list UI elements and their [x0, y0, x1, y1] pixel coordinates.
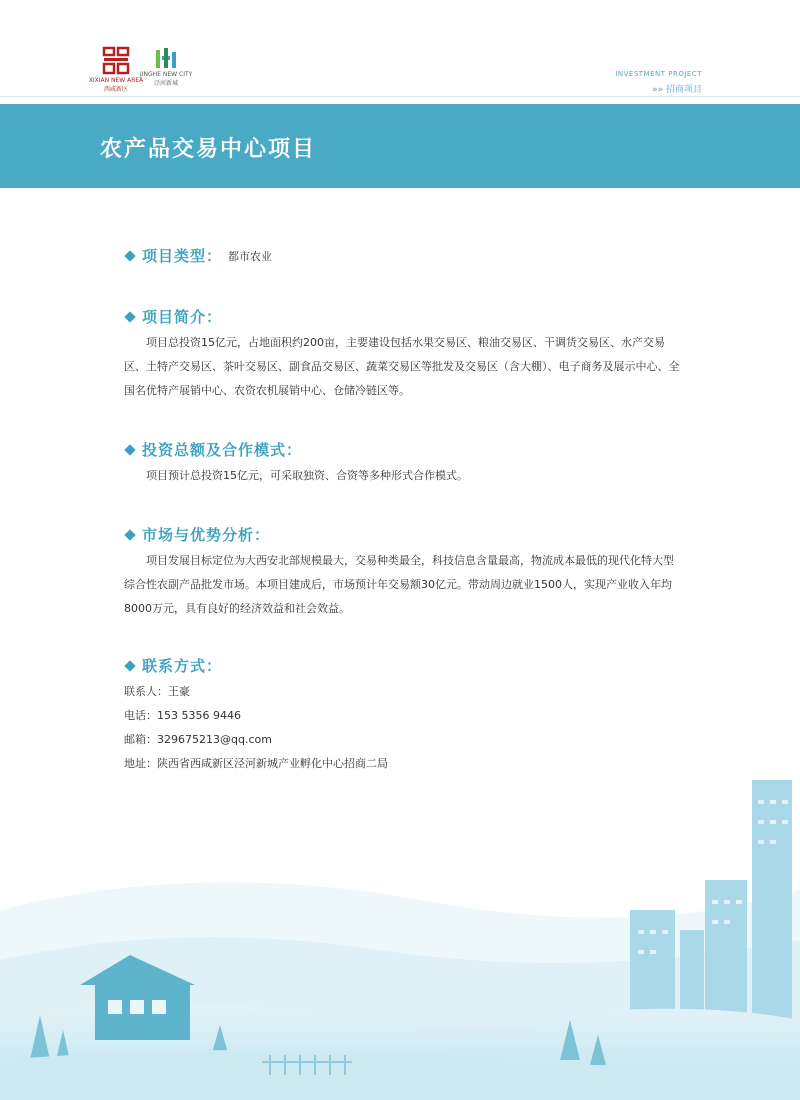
- type-value: 都市农业: [228, 249, 273, 263]
- xixian-caption-en: XIXIAN NEW AREA: [88, 77, 144, 84]
- jinghe-caption-en: JINGHE NEW CITY: [140, 71, 193, 78]
- xixian-seal-icon: [101, 46, 131, 76]
- contact-title: 联系方式：: [142, 657, 223, 675]
- diamond-bullet-icon: [124, 444, 135, 455]
- section-invest: [124, 439, 684, 460]
- page-title: 农产品交易中心项目: [100, 136, 317, 162]
- intro-title: 项目简介：: [142, 308, 223, 326]
- type-title: 项目类型：: [142, 247, 223, 265]
- section-intro: [124, 306, 684, 327]
- market-text: 项目发展目标定位为大西安北部规模最大，交易种类最全，科技信息含量最高，物流成本最低的现代化特大型综合性农副产品批发市场。本项目建成后，市场预计年交易额30亿元。带动周边就业1500人，实现产业收入年均8000万元，具有良好的经济效益和社会效益。: [124, 554, 674, 615]
- intro-text: 项目总投资15亿元，占地面积约200亩，主要建设包括水果交易区、粮油交易区、干调货交易区、水产交易区、土特产交易区、茶叶交易区、副食品交易区、蔬菜交易区等批发及交易区（含大棚）、电子商务及展示中心、全国名优特产展销中心、农资农机展销中心、仓储冷链区等。: [124, 336, 680, 397]
- jinghe-mark-icon: [154, 46, 178, 70]
- investment-project-tag: [615, 70, 702, 95]
- contact-email: 邮箱：329675213@qq.com: [124, 733, 272, 746]
- header-logos: [88, 46, 210, 93]
- invest-text: 项目预计总投资15亿元，可采取独资、合资等多种形式合作模式。: [146, 469, 468, 482]
- contact-phone: 电话：153 5356 9446: [124, 709, 241, 722]
- city-landscape-illustration: [0, 760, 800, 1100]
- jinghe-logo: [140, 46, 210, 87]
- section-contact: [124, 655, 684, 676]
- xixian-logo: [88, 46, 144, 93]
- contact-address: 地址：陕西省西咸新区泾河新城产业孵化中心招商二局: [124, 757, 388, 770]
- diamond-bullet-icon: [124, 660, 135, 671]
- title-band: [0, 104, 800, 188]
- diamond-bullet-icon: [124, 529, 135, 540]
- tag-en: INVESTMENT PROJECT: [615, 70, 702, 78]
- market-title: 市场与优势分析：: [142, 526, 271, 544]
- header-divider: [0, 96, 800, 97]
- main-content: [124, 245, 684, 776]
- section-type: [124, 245, 684, 266]
- invest-title: 投资总额及合作模式：: [142, 441, 303, 459]
- tag-cn: »» 招商项目: [652, 85, 702, 95]
- diamond-bullet-icon: [124, 311, 135, 322]
- jinghe-caption-cn: 泾河新城: [154, 80, 179, 87]
- contact-person: 联系人：王豪: [124, 685, 190, 698]
- xixian-caption-cn: 西咸新区: [103, 86, 128, 93]
- diamond-bullet-icon: [124, 250, 135, 261]
- section-market: [124, 524, 684, 545]
